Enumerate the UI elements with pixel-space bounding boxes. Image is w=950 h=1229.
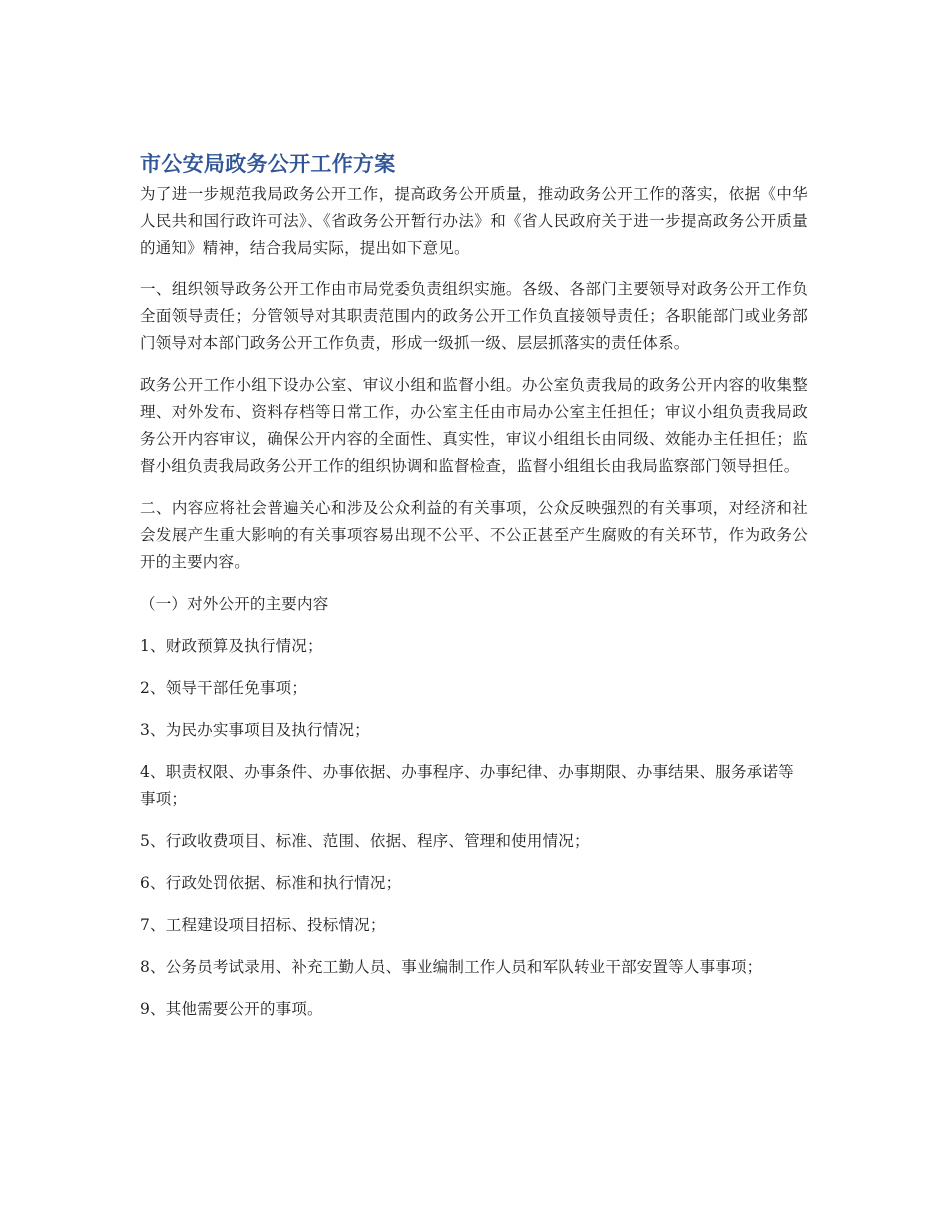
list-item: 6、行政处罚依据、标准和执行情况； bbox=[140, 874, 402, 892]
list-item: 4、职责权限、办事条件、办事依据、办事程序、办事纪律、办事期限、办事结果、服务承诺等事项； bbox=[140, 763, 794, 808]
list-item: 9、其他需要公开的事项。 bbox=[140, 1000, 323, 1018]
list-item: 1、财政预算及执行情况； bbox=[140, 637, 323, 655]
list-item: 7、工程建设项目招标、投标情况； bbox=[140, 916, 386, 934]
list-item: 5、行政收费项目、标准、范围、依据、程序、管理和使用情况； bbox=[140, 832, 590, 850]
document-page bbox=[140, 148, 808, 1038]
intro-paragraph: 为了进一步规范我局政务公开工作，提高政务公开质量，推动政务公开工作的落实，依据《中华人民共和国行政许可法》、《省政务公开暂行办法》和《省人民政府关于进一步提高政务公开质量的通知》精神，结合我局实际，提出如下意见。 bbox=[140, 185, 808, 257]
list-item: 2、领导干部任免事项； bbox=[140, 679, 308, 697]
content-paragraph: 二、内容应将社会普遍关心和涉及公众利益的有关事项，公众反映强烈的有关事项，对经济和社会发展产生重大影响的有关事项容易出现不公平、不公正甚至产生腐败的有关环节，作为政务公开的主要内容。 bbox=[140, 499, 808, 571]
organization-paragraph: 一、组织领导政务公开工作由市局党委负责组织实施。各级、各部门主要领导对政务公开工作负全面领导责任；分管领导对其职责范围内的政务公开工作负直接领导责任；各职能部门或业务部门领导对本部门政务公开工作负责，形成一级抓一级、层层抓落实的责任体系。 bbox=[140, 280, 808, 352]
section-heading: （一）对外公开的主要内容 bbox=[140, 595, 329, 613]
list-item: 3、为民办实事项目及执行情况； bbox=[140, 721, 370, 739]
document-title: 市公安局政务公开工作方案 bbox=[140, 152, 396, 176]
working-group-paragraph: 政务公开工作小组下设办公室、审议小组和监督小组。办公室负责我局的政务公开内容的收集整理、对外发布、资料存档等日常工作，办公室主任由市局办公室主任担任；审议小组负责我局政务公开内容审议，确保公开内容的全面性、真实性，审议小组组长由同级、效能办主任担任；监督小组负责我局政务公开工作的组织协调和监督检查，监督小组组长由我局监察部门领导担任。 bbox=[140, 376, 808, 475]
list-item: 8、公务员考试录用、补充工勤人员、事业编制工作人员和军队转业干部安置等人事事项； bbox=[140, 958, 763, 976]
